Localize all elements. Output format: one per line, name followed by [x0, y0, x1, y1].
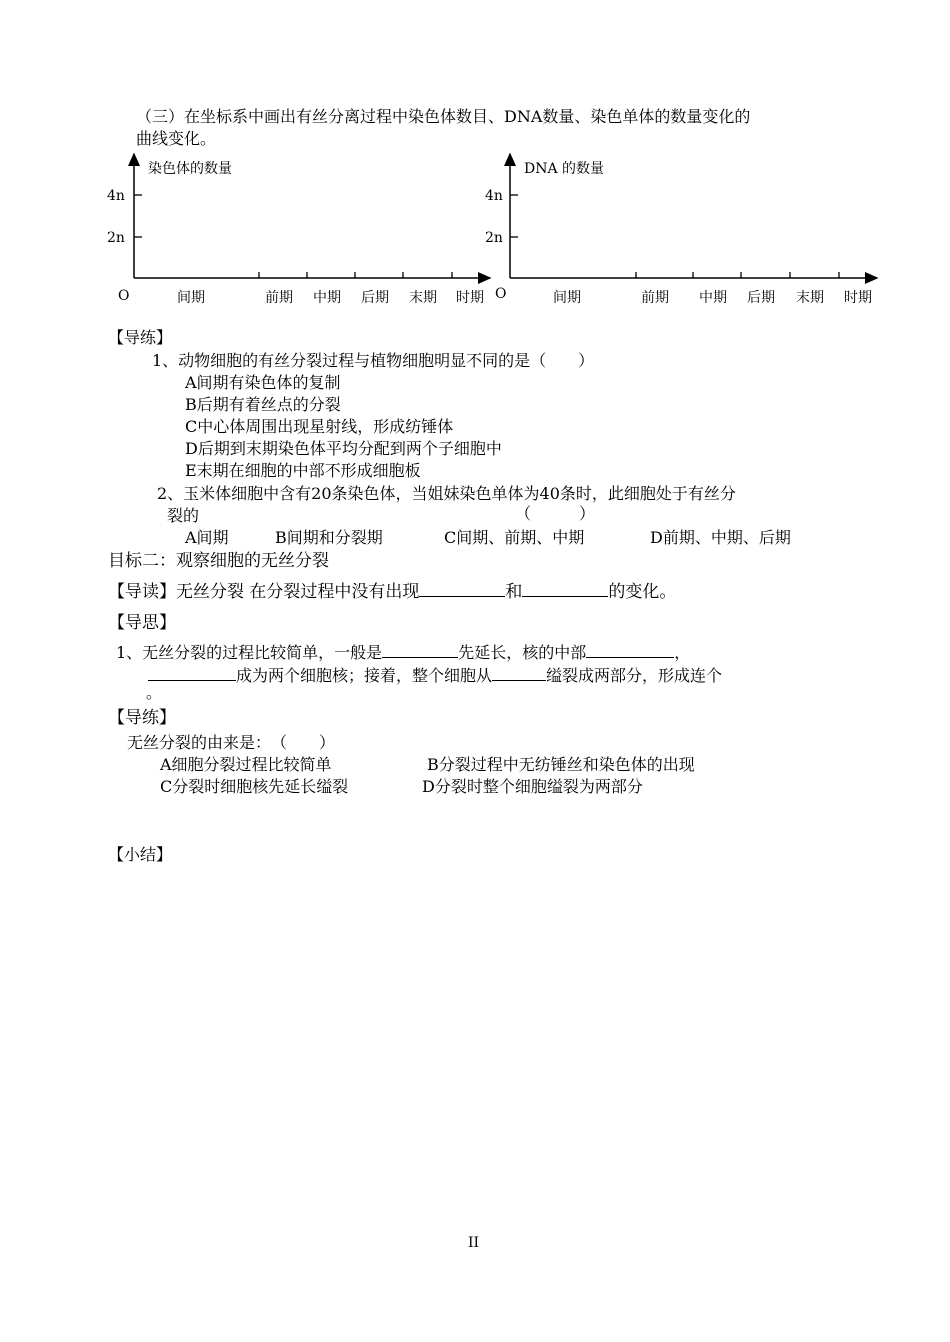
guide-think-text: ， — [674, 643, 691, 662]
guide-read-part2: 和 — [505, 582, 523, 602]
guide-think-line3: 。 — [146, 683, 163, 702]
q1-option-e: E末期在细胞的中部不形成细胞板 — [185, 461, 421, 480]
summary-heading: 【小结】 — [108, 845, 173, 864]
q1-option-c: C中心体周围出现星射线，形成纺锤体 — [185, 417, 454, 436]
x-tick-label: 前期 — [641, 290, 669, 306]
goal2-title: 目标二：观察细胞的无丝分裂 — [108, 551, 329, 571]
x-tick-label: 前期 — [265, 290, 293, 306]
x-tick-label: 后期 — [747, 290, 775, 306]
fill-blank[interactable] — [522, 580, 608, 597]
intro-line-1: （三）在坐标系中画出有丝分离过程中染色体数目、DNA数量、染色单体的数量变化的 — [136, 107, 751, 126]
guide-think-line2 — [148, 664, 722, 686]
p2-option-c: C分裂时细胞核先延长缢裂 — [160, 777, 349, 796]
practice1-q2-line2: 裂的 — [167, 506, 200, 525]
fill-blank[interactable] — [382, 641, 458, 658]
origin-label: O — [118, 288, 130, 304]
practice2-question: 无丝分裂的由来是： （ ） — [127, 733, 336, 752]
fill-blank[interactable] — [148, 664, 236, 681]
practice2-heading: 【导练】 — [108, 708, 176, 728]
origin-label: O — [495, 286, 507, 302]
guide-think-heading: 【导思】 — [108, 613, 176, 633]
intro-line-2: 曲线变化。 — [136, 129, 217, 148]
q2-answer-paren: （ ） — [515, 504, 596, 523]
guide-think-line1 — [116, 641, 690, 663]
p2-option-a: A细胞分裂过程比较简单 — [160, 755, 332, 774]
dna-axes — [477, 148, 887, 313]
q2-option-c: C间期、前期、中期 — [444, 528, 585, 547]
y-tick-label-2n: 2n — [485, 230, 503, 246]
y-tick-label-4n: 4n — [485, 188, 503, 204]
q2-option-b: B间期和分裂期 — [275, 528, 383, 547]
fill-blank[interactable] — [586, 641, 674, 658]
x-tick-label: 中期 — [699, 290, 727, 306]
y-axis-label: DNA 的数量 — [524, 161, 605, 177]
x-tick-label: 末期 — [409, 290, 437, 306]
practice1-heading: 【导练】 — [108, 328, 173, 347]
p2-option-b: B分裂过程中无纺锤丝和染色体的出现 — [427, 755, 695, 774]
q1-option-a: A间期有染色体的复制 — [185, 373, 341, 392]
guide-think-text: 成为两个细胞核；接着，整个细胞从 — [236, 666, 493, 685]
guide-think-text: 1、无丝分裂的过程比较简单，一般是 — [116, 643, 383, 662]
x-tick-label: 后期 — [361, 290, 389, 306]
chromosome-axes — [100, 148, 500, 313]
y-tick-label-2n: 2n — [107, 230, 125, 246]
y-tick-label-4n: 4n — [107, 188, 125, 204]
q2-option-a: A间期 — [185, 528, 229, 547]
q2-option-d: D前期、中期、后期 — [650, 528, 791, 547]
x-axis-label: 时期 — [844, 290, 872, 306]
q1-option-b: B后期有着丝点的分裂 — [185, 395, 341, 414]
guide-read-heading: 【导读】 — [108, 582, 176, 602]
x-axis-label: 时期 — [456, 290, 484, 306]
guide-read-part3: 的变化。 — [608, 582, 677, 602]
q1-option-d: D后期到末期染色体平均分配到两个子细胞中 — [185, 439, 502, 458]
x-tick-label: 中期 — [313, 290, 341, 306]
y-axis-label: 染色体的数量 — [148, 161, 232, 177]
fill-blank[interactable] — [492, 664, 546, 681]
practice1-q1: 1、动物细胞的有丝分裂过程与植物细胞明显不同的是（ ） — [152, 351, 595, 370]
practice1-q2-line1: 2、玉米体细胞中含有20条染色体，当姐妹染色单体为40条时，此细胞处于有丝分 — [157, 484, 736, 503]
p2-option-d: D分裂时整个细胞缢裂为两部分 — [422, 777, 643, 796]
guide-read-part1: 无丝分裂 在分裂过程中没有出现 — [176, 582, 420, 602]
x-tick-label: 间期 — [177, 290, 205, 306]
guide-think-text: 先延长，核的中部 — [458, 643, 587, 662]
guide-think-text: 缢裂成两部分，形成连个 — [546, 666, 723, 685]
x-tick-label: 末期 — [796, 290, 824, 306]
x-tick-label: 间期 — [553, 290, 581, 306]
page-number: II — [468, 1235, 480, 1251]
guide-read-line — [108, 580, 676, 602]
fill-blank[interactable] — [419, 580, 505, 597]
